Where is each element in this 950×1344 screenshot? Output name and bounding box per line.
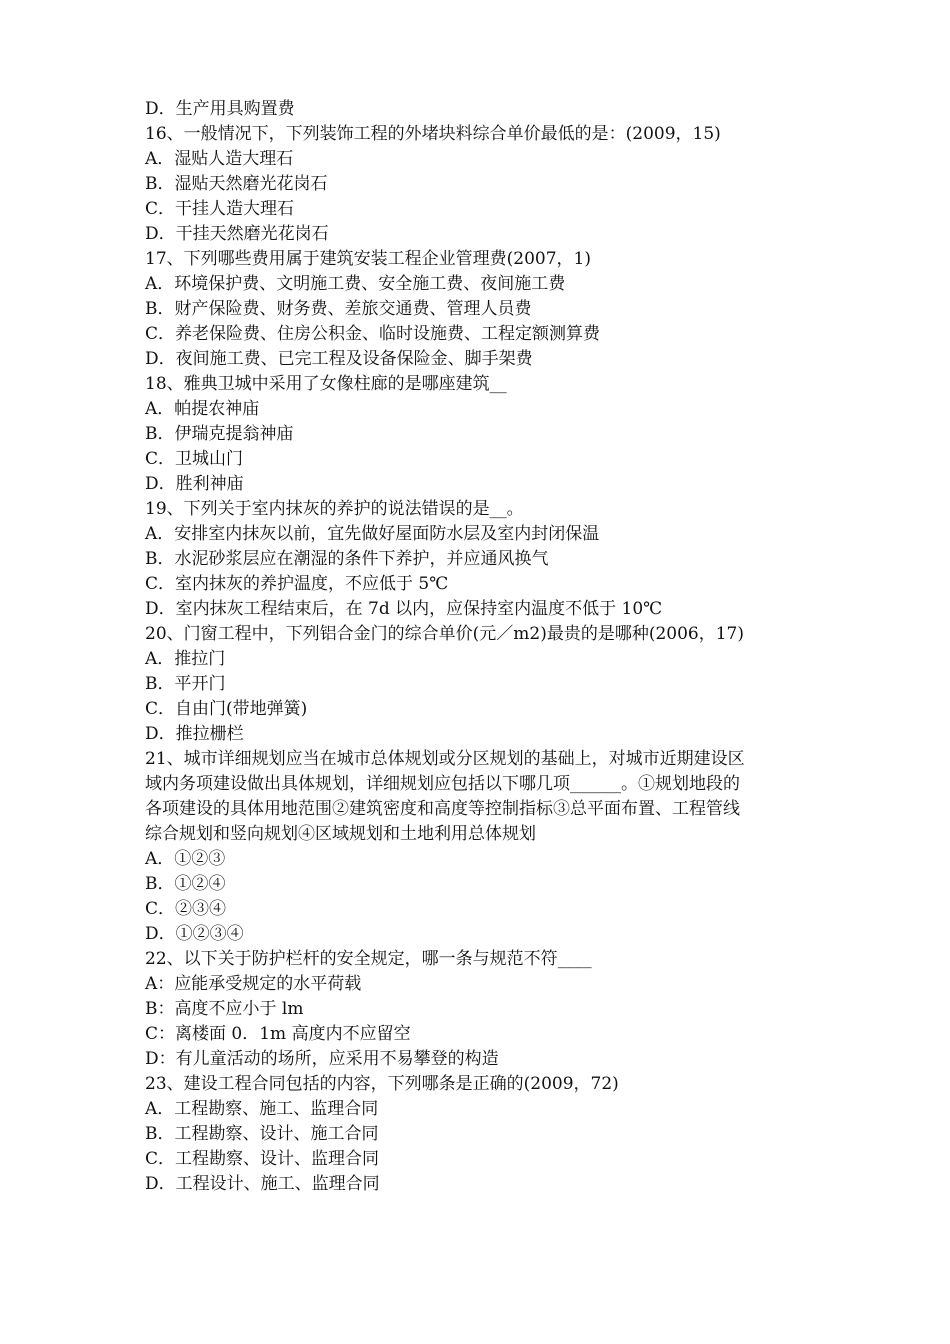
text-line: C．室内抹灰的养护温度，不应低于 5℃ bbox=[145, 574, 449, 594]
text-line: 20、门窗工程中，下列铝合金门的综合单价(元／m2)最贵的是哪种(2006，17) bbox=[145, 624, 744, 644]
text-line: B．水泥砂浆层应在潮湿的条件下养护，并应通风换气 bbox=[145, 549, 549, 569]
text-line: 19、下列关于室内抹灰的养护的说法错误的是__。 bbox=[145, 499, 524, 519]
text-line: C．自由门(带地弹簧) bbox=[145, 699, 308, 719]
text-line: 16、一般情况下，下列装饰工程的外堵块料综合单价最低的是：(2009，15) bbox=[145, 124, 721, 144]
text-line: 各项建设的具体用地范围②建筑密度和高度等控制指标③总平面布置、工程管线 bbox=[145, 799, 740, 819]
text-line: D．①②③④ bbox=[145, 924, 244, 944]
text-line: B．湿贴天然磨光花岗石 bbox=[145, 174, 328, 194]
text-line: A．帕提农神庙 bbox=[145, 399, 260, 419]
text-line: A：应能承受规定的水平荷载 bbox=[145, 974, 362, 994]
text-line: B．平开门 bbox=[145, 674, 226, 694]
text-line: D．推拉栅栏 bbox=[145, 724, 244, 744]
text-line: B．伊瑞克提翁神庙 bbox=[145, 424, 294, 444]
text-line: A．湿贴人造大理石 bbox=[145, 149, 294, 169]
text-line: B．财产保险费、财务费、差旅交通费、管理人员费 bbox=[145, 299, 532, 319]
text-line: A．工程勘察、施工、监理合同 bbox=[145, 1099, 379, 1119]
text-line: 23、建设工程合同包括的内容，下列哪条是正确的(2009，72) bbox=[145, 1074, 619, 1094]
text-line: A．推拉门 bbox=[145, 649, 226, 669]
text-line: B．工程勘察、设计、施工合同 bbox=[145, 1124, 379, 1144]
text-line: D．夜间施工费、已完工程及设备保险金、脚手架费 bbox=[145, 349, 533, 369]
document-body bbox=[145, 97, 815, 1197]
text-line: D．工程设计、施工、监理合同 bbox=[145, 1174, 380, 1194]
text-line: C．养老保险费、住房公积金、临时设施费、工程定额测算费 bbox=[145, 324, 601, 344]
text-line: C：离楼面 0．1m 高度内不应留空 bbox=[145, 1024, 411, 1044]
text-line: D．干挂天然磨光花岗石 bbox=[145, 224, 329, 244]
text-line: C．②③④ bbox=[145, 899, 227, 919]
text-line: 域内务项建设做出具体规划，详细规划应包括以下哪几项______。①规划地段的 bbox=[145, 774, 740, 794]
text-line: D：有儿童活动的场所，应采用不易攀登的构造 bbox=[145, 1049, 499, 1069]
text-line: B：高度不应小于 lm bbox=[145, 999, 304, 1019]
text-line: C．干挂人造大理石 bbox=[145, 199, 295, 219]
text-line: D．生产用具购置费 bbox=[145, 99, 295, 119]
text-line: A．环境保护费、文明施工费、安全施工费、夜间施工费 bbox=[145, 274, 566, 294]
text-line: 18、雅典卫城中采用了女像柱廊的是哪座建筑__ bbox=[145, 374, 507, 394]
text-line: 21、城市详细规划应当在城市总体规划或分区规划的基础上，对城市近期建设区 bbox=[145, 749, 745, 769]
text-line: A．①②③ bbox=[145, 849, 226, 869]
text-line: D．胜利神庙 bbox=[145, 474, 244, 494]
text-line: D．室内抹灰工程结束后，在 7d 以内，应保持室内温度不低于 10℃ bbox=[145, 599, 663, 619]
text-line: B．①②④ bbox=[145, 874, 226, 894]
text-line: C．工程勘察、设计、监理合同 bbox=[145, 1149, 380, 1169]
text-line: 17、下列哪些费用属于建筑安装工程企业管理费(2007，1) bbox=[145, 249, 591, 269]
text-line: A．安排室内抹灰以前，宜先做好屋面防水层及室内封闭保温 bbox=[145, 524, 600, 544]
text-line: 综合规划和竖向规划④区域规划和土地利用总体规划 bbox=[145, 824, 536, 844]
text-line: 22、以下关于防护栏杆的安全规定，哪一条与规范不符____ bbox=[145, 949, 592, 969]
text-line: C．卫城山门 bbox=[145, 449, 244, 469]
